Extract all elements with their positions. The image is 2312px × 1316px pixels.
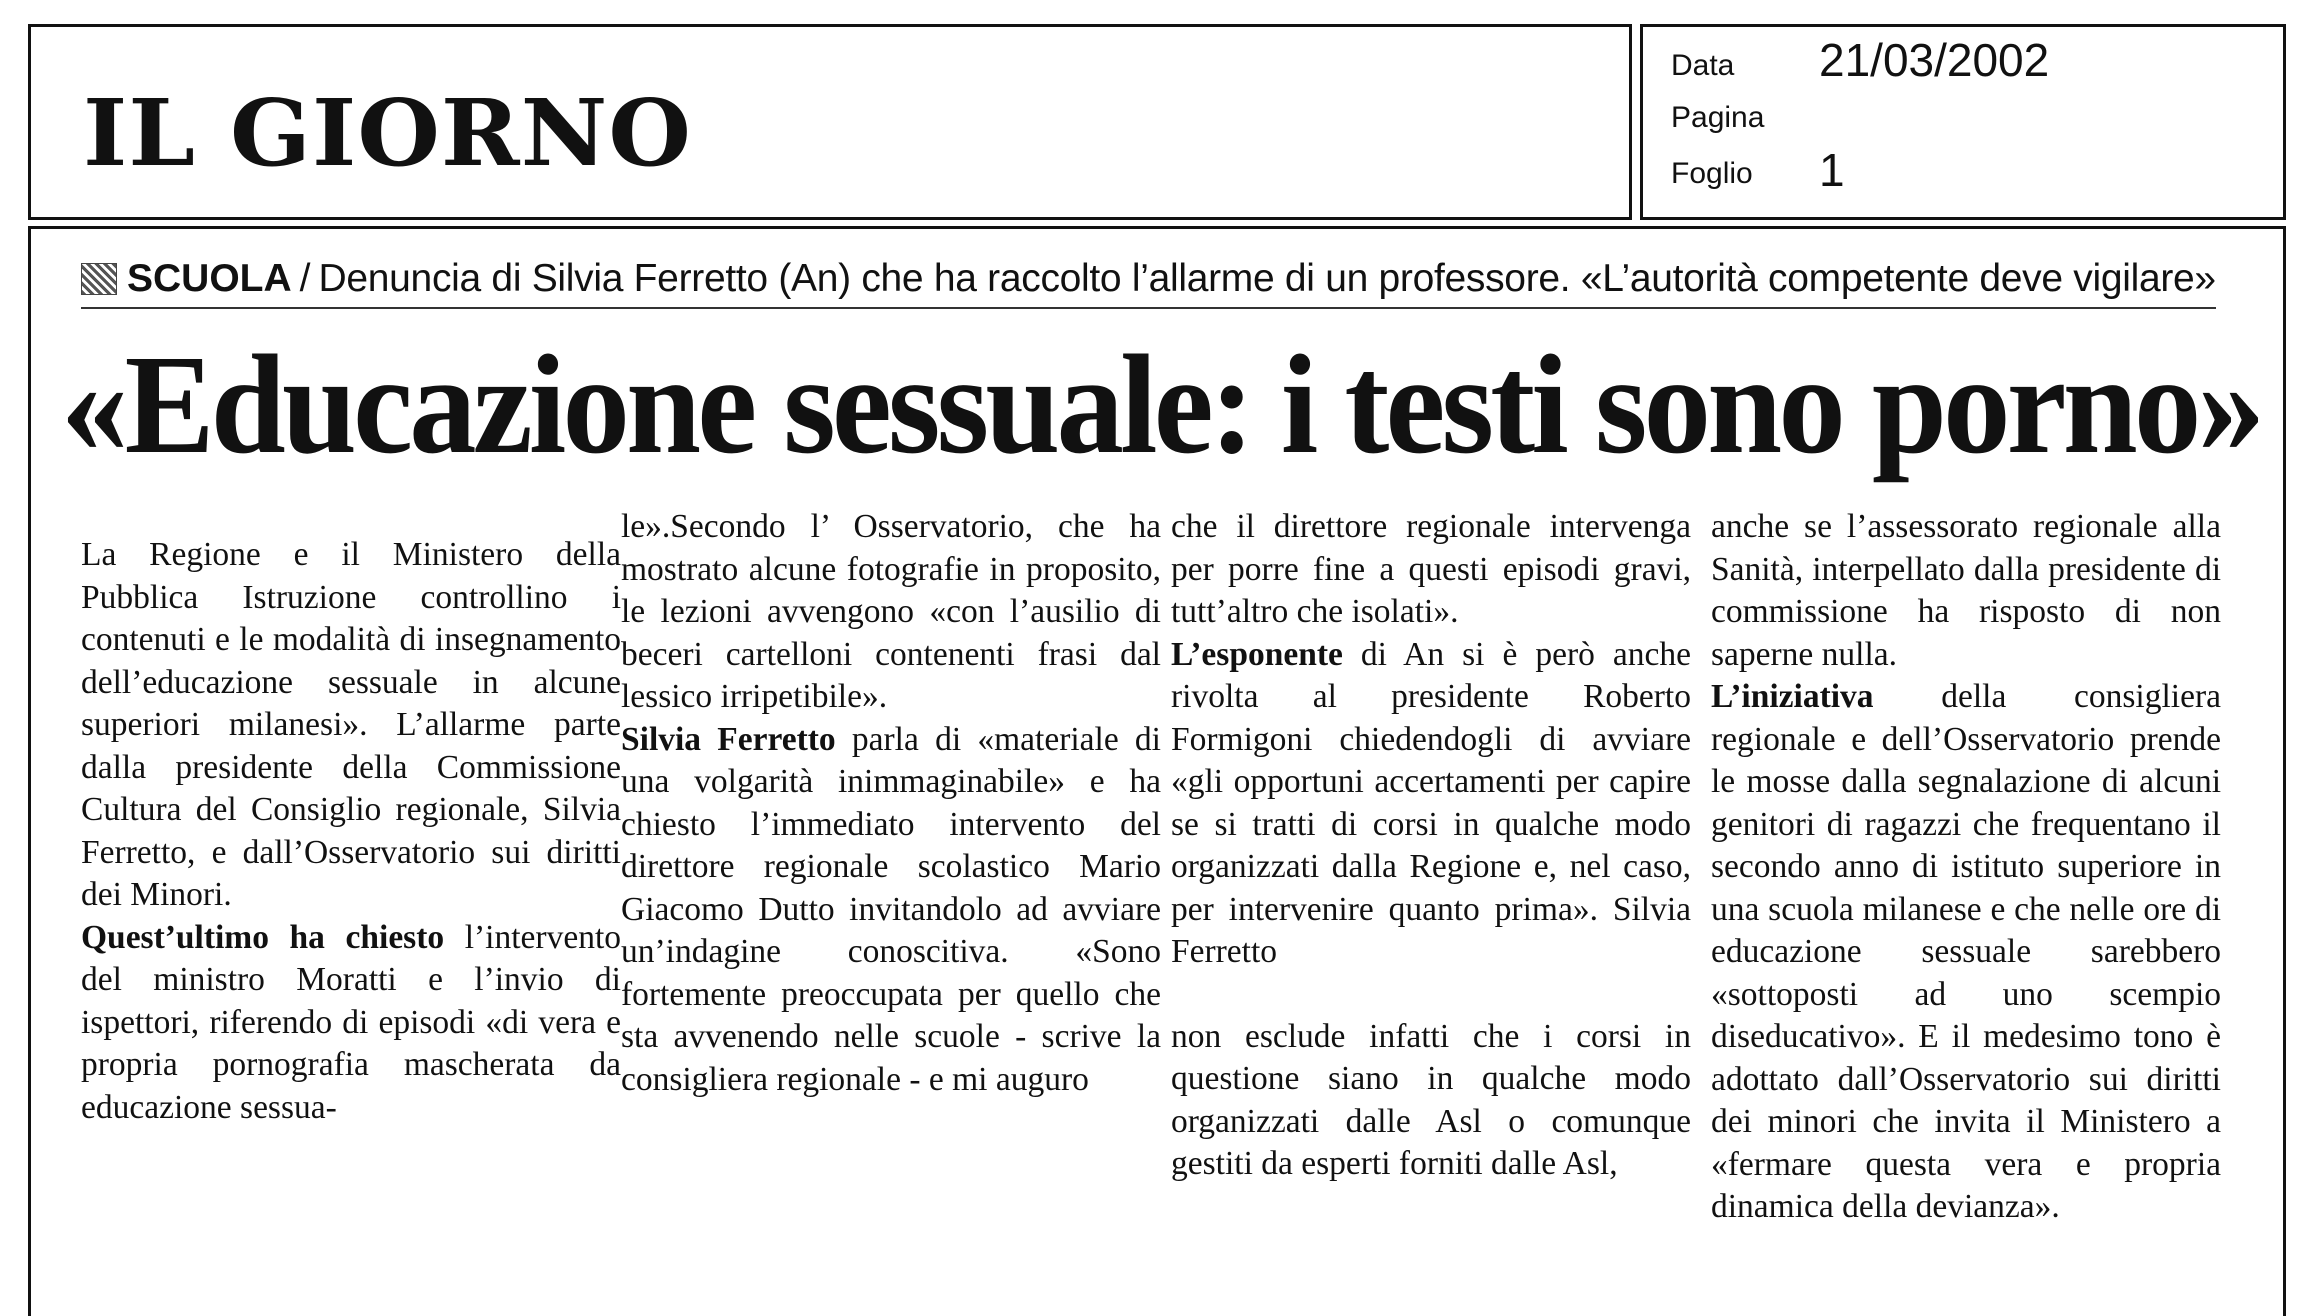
article-box (28, 226, 2286, 1316)
paragraph: le».Secondo l’ Osservatorio, che ha mostrato alcune fotografie in proposito, le lezioni avvengono «con l’ausilio di beceri cartelloni contenenti frasi dal lessico irripetibile». (621, 508, 1161, 715)
paragraph (1171, 634, 1691, 974)
sheet-value: 1 (1819, 144, 1845, 196)
masthead-box (28, 24, 1632, 220)
paragraph: che il direttore regionale intervenga per porre fine a questi episodi gravi, tutt’altro che isolati». (1171, 508, 1691, 630)
paragraph-lead: Silvia Ferretto (621, 720, 836, 758)
paragraph: non esclude infatti che i corsi in questione siano in qualche modo organizzati dalle Asl o comunque gestiti da esperti forniti dalle Asl, (1171, 1017, 1691, 1182)
kicker-text: Denuncia di Silvia Ferretto (An) che ha raccolto l’allarme di un professore. «L’autorità competente deve vigilare» (318, 257, 2216, 300)
article-column-3 (1171, 506, 1691, 1186)
headline: «Educazione sessuale: i testi sono porno» (61, 325, 2262, 483)
paragraph-text: della consigliera regionale e dell’Osservatorio prende le mosse dalla segnalazione di alcuni genitori di ragazzi che frequentano il secondo anno di istituto superiore in una scuola milanese e che nelle ore di educazione sessuale sarebbero «sottoposti ad uno scempio diseducativo». E il medesimo tono è adottato dall’Osservatorio sui diritti dei minori che invita il Ministero a «fermare questa vera e propria dinamica della devianza». (1711, 678, 2221, 1225)
masthead-title: IL GIORNO (83, 79, 692, 187)
meta-box (1640, 24, 2286, 220)
date-label: Data (1671, 49, 1735, 82)
page-label: Pagina (1671, 101, 1765, 134)
paragraph (621, 719, 1161, 1102)
kicker-separator: / (299, 257, 311, 300)
paragraph-text: parla di «materiale di una volgarità inimmaginabile» e ha chiesto l’immediato intervento del direttore regionale scolastico Mario Giacomo Dutto invitandolo ad avviare un’indagine conoscitiva. «Sono fortemente preoccupata per quello che sta avvenendo nelle scuole - scrive la consigliera regionale - e mi auguro (621, 720, 1161, 1098)
paragraph (1711, 676, 2221, 1229)
paragraph-lead: Quest’ultimo ha chiesto (81, 918, 445, 956)
paragraph-text: di An si è però anche rivolta al presidente Roberto Formigoni chiedendogli di avviare «gli opportuni accertamenti per capire se si tratti di corsi in qualche modo organizzati dalla Regione e, nel caso, per intervenire quanto prima». Silvia Ferretto (1171, 635, 1691, 970)
article-column-2 (621, 506, 1161, 1101)
paragraph-lead: L’iniziativa (1711, 678, 1874, 715)
paragraph: anche se l’assessorato regionale alla Sanità, interpellato dalla presidente di commissione ha risposto di non saperne nulla. (1711, 508, 2221, 673)
section-square-icon (81, 263, 117, 295)
paragraph: La Regione e il Ministero della Pubblica Istruzione controllino i contenuti e le modalità di insegnamento dell’educazione sessuale in alcune superiori milanesi». L’allarme parte dalla presidente della Commissione Cultura del Consiglio regionale, Silvia Ferretto, e dall’Osservatorio sui diritti dei Minori. (81, 536, 621, 913)
kicker-section: SCUOLA (127, 257, 292, 300)
article-column-4 (1711, 506, 2221, 1229)
article-column-1 (81, 534, 621, 1129)
sheet-label: Foglio (1671, 157, 1753, 190)
paragraph (81, 917, 621, 1130)
kicker (81, 257, 2216, 309)
date-value: 21/03/2002 (1819, 34, 2050, 86)
paragraph-text: l’intervento del ministro Moratti e l’invio di ispettori, riferendo di episodi «di vera e propria pornografia mascherata da educazione sessua- (81, 918, 622, 1126)
paragraph-lead: L’esponente (1171, 635, 1343, 673)
